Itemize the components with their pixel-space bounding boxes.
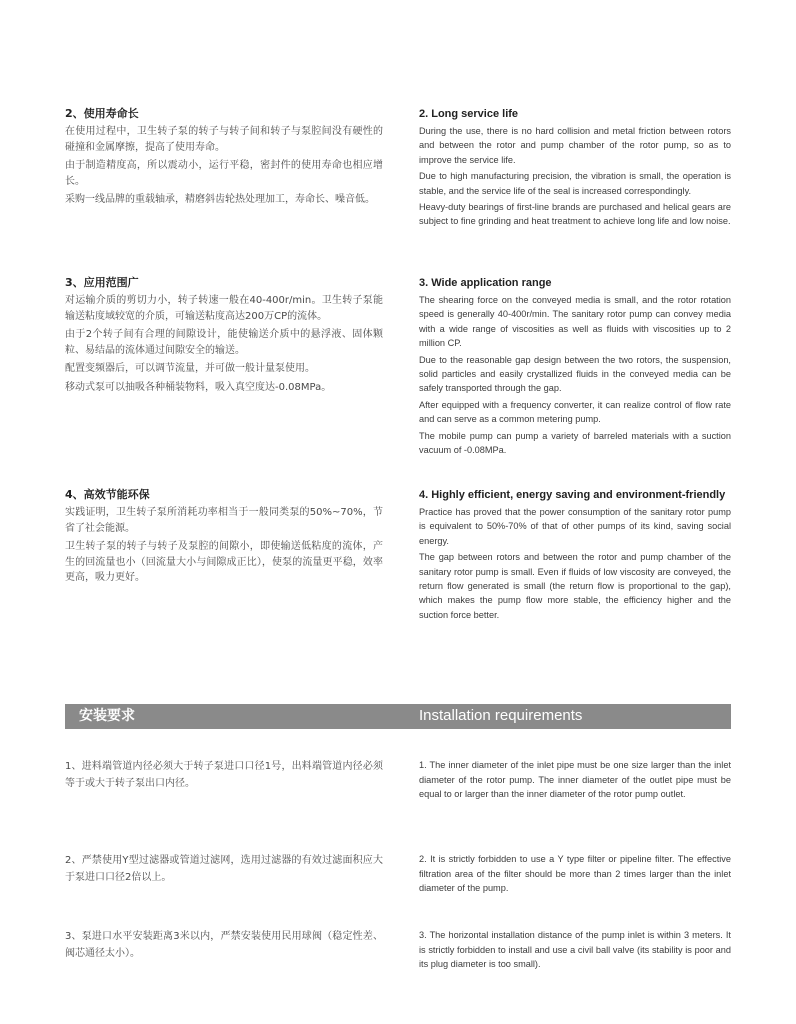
section-heading: 3. Wide application range [419,277,552,289]
paragraph: After equipped with a frequency converter, it can realize control of flow rate and can serve as a common metering pump. [419,399,731,425]
requirement-1-zh [65,758,383,792]
paragraph: 对运输介质的剪切力小，转子转速一般在40-400r/min。卫生转子泵能输送粘度域较宽的介质，可输送粘度高达200万CP的流体。 [65,295,383,322]
requirement-text: 1. The inner diameter of the inlet pipe must be one size larger than the inlet diameter of the rotor pump. The inner diameter of the outlet pipe must be equal to or larger than the inner diameter of the rotor pump outlet. [419,760,731,800]
banner-title-en: Installation requirements [419,707,583,724]
requirement-text: 2、严禁使用Y型过滤器或管道过滤网，选用过滤器的有效过滤面积应大于泵进口口径2倍以上。 [65,855,383,883]
requirement-3-en [419,928,731,972]
paragraph: Due to high manufacturing precision, the vibration is small, the operation is stable, and the service life of the seal is increased correspondingly. [419,171,731,196]
paragraph: During the use, there is no hard collision and metal friction between rotors and between the rotor and pump chamber of the rotor pump, so as to improve the service life. [419,126,731,165]
requirement-text: 1、进料端管道内径必须大于转子泵进口口径1号，出料端管道内径必须等于或大于转子泵出口内径。 [65,761,383,789]
section-heading: 4. Highly efficient, energy saving and environment-friendly [419,489,726,501]
paragraph: Due to the reasonable gap design between the two rotors, the suspension, solid particles and easily crystallized fluids in the conveyed media can be safely transported through the gap. [419,354,731,394]
requirement-2-en [419,852,731,896]
section-heading: 4、高效节能环保 [65,488,150,501]
paragraph: 配置变频器后，可以调节流量，并可做一般计量泵使用。 [65,363,315,374]
paragraph: Practice has proved that the power consumption of the sanitary rotor pump is equivalent to 50%-70% of that of other pumps of its kind, saving social energy. [419,507,731,546]
paragraph: The gap between rotors and between the rotor and pump chamber of the sanitary rotor pump is small. Even if fluids of low viscosity are conveyed, the return flow generated is small (the return flow is proportional to the gap), which makes the pump flow more stable, the efficiency higher and the suction force better. [419,552,731,620]
section-heading: 3、应用范围广 [65,276,139,289]
requirement-3-zh [65,928,383,962]
requirement-text: 2. It is strictly forbidden to use a Y type filter or pipeline filter. The effective filtration area of the filter should be more than 2 times larger than the inlet diameter of the pump. [419,854,731,894]
paragraph: 由于制造精度高，所以震动小，运行平稳，密封件的使用寿命也相应增长。 [65,160,383,187]
paragraph: 卫生转子泵的转子与转子及泵腔的间隙小，即使输送低粘度的流体，产生的回流量也小（回流量大小与间隙成正比），使泵的流量更平稳，效率更高，吸力更好。 [65,541,383,583]
paragraph: 由于2个转子间有合理的间隙设计，能使输送介质中的悬浮液、固体颗粒、易结晶的流体通过间隙安全的输送。 [65,329,383,356]
requirement-text: 3、泵进口水平安装距离3米以内，严禁安装使用民用球阀（稳定性差、阀芯通径太小）。 [65,931,383,959]
section-heading: 2. Long service life [419,108,519,120]
section-4-en [419,488,731,624]
paragraph: The shearing force on the conveyed media is small, and the rotor rotation speed is generally 40-400r/min. The sanitary rotor pump can convey media with a wide range of viscosities as well as fluids with viscosities up to 2 million CP. [419,295,731,349]
paragraph: The mobile pump can pump a variety of barreled materials with a suction vacuum of -0.08MPa. [419,430,731,456]
paragraph: Heavy-duty bearings of first-line brands are purchased and helical gears are subject to fine grinding and heat treatment to achieve long life and low noise. [419,202,731,227]
section-2-en [419,107,731,231]
section-4-zh [65,488,383,589]
paragraph: 采购一线品牌的重载轴承，精磨斜齿轮热处理加工，寿命长、噪音低。 [65,194,375,205]
paragraph: 在使用过程中，卫生转子泵的转子与转子间和转子与泵腔间没有硬性的碰撞和金属摩擦，提高了使用寿命。 [65,126,383,153]
requirement-1-en [419,758,731,802]
banner-title-zh: 安装要求 [79,708,135,724]
section-3-zh [65,276,383,398]
paragraph: 实践证明，卫生转子泵所消耗功率相当于一般同类泵的50%~70%，节省了社会能源。 [65,507,383,534]
section-3-en [419,276,731,459]
paragraph: 移动式泵可以抽吸各种桶装物料，吸入真空度达-0.08MPa。 [65,381,332,393]
requirement-text: 3. The horizontal installation distance of the pump inlet is within 3 meters. It is strictly forbidden to install and use a civil ball valve (its stability is poor and its plug diameter is too small). [419,930,731,970]
installation-banner [65,704,731,729]
requirement-2-zh [65,852,383,886]
section-heading: 2、使用寿命长 [65,107,139,120]
section-2-zh [65,107,383,211]
